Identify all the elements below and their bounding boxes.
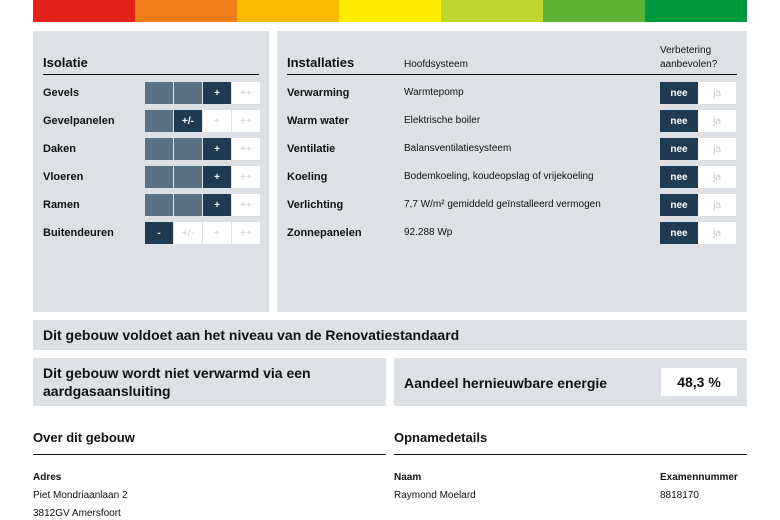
insulation-scale-cell: [174, 194, 202, 216]
inspector-name-label: Naam: [394, 472, 422, 483]
energy-class-bar: [237, 0, 339, 22]
installation-row-label: Ventilatie: [287, 143, 336, 155]
installations-title: Installaties: [287, 55, 355, 70]
renovation-standard-banner: Dit gebouw voldoet aan het niveau van de Renovatiestandaard: [33, 320, 747, 350]
insulation-scale-cell: +: [203, 222, 231, 244]
installation-row-value: Bodemkoeling, koudeopslag of vrijekoeling: [404, 171, 594, 182]
installation-row-value: 92.288 Wp: [404, 227, 453, 238]
improvement-no: nee: [660, 138, 698, 160]
insulation-divider: [43, 74, 259, 75]
inspector-name: Raymond Moelard: [394, 490, 476, 501]
improvement-no: nee: [660, 194, 698, 216]
main-system-header: Hoofdsysteem: [404, 59, 468, 70]
gas-connection-banner: Dit gebouw wordt niet verwarmd via een aardgasaansluiting: [33, 358, 386, 406]
exam-number-label: Examennummer: [660, 472, 738, 483]
improvement-yes: ja: [698, 82, 736, 104]
insulation-row: [43, 138, 259, 160]
installation-row-label: Zonnepanelen: [287, 227, 362, 239]
improvement-header: Verbetering aanbevolen?: [660, 45, 718, 70]
insulation-scale-cell: ++: [232, 110, 260, 132]
insulation-row: [43, 166, 259, 188]
building-section-title: Over dit gebouw: [33, 430, 135, 445]
installation-row: [287, 82, 737, 104]
installation-row: [287, 222, 737, 244]
insulation-scale-cell: [145, 138, 173, 160]
insulation-scale-cell: +: [203, 194, 231, 216]
improvement-no: nee: [660, 222, 698, 244]
installation-row-label: Verlichting: [287, 199, 344, 211]
insulation-row-label: Gevelpanelen: [43, 115, 115, 127]
insulation-scale-cell: ++: [232, 82, 260, 104]
energy-label-strip: [33, 0, 747, 22]
insulation-row-label: Ramen: [43, 199, 80, 211]
inspection-section-title: Opnamedetails: [394, 430, 488, 445]
insulation-scale: [145, 194, 261, 216]
insulation-scale-cell: +: [203, 138, 231, 160]
insulation-row: [43, 222, 259, 244]
improvement-yes: ja: [698, 166, 736, 188]
insulation-row-label: Gevels: [43, 87, 80, 99]
insulation-title: Isolatie: [43, 55, 88, 70]
improvement-toggle: [660, 222, 736, 244]
insulation-scale-cell: ++: [232, 166, 260, 188]
improvement-yes: ja: [698, 222, 736, 244]
address-line-2: 3812GV Amersfoort: [33, 508, 121, 519]
insulation-row: [43, 82, 259, 104]
energy-class-bar: [441, 0, 543, 22]
insulation-scale-cell: [174, 82, 202, 104]
installation-row: [287, 166, 737, 188]
insulation-row: [43, 194, 259, 216]
inspection-section-divider: [394, 454, 747, 455]
exam-number: 8818170: [660, 490, 699, 501]
improvement-toggle: [660, 194, 736, 216]
insulation-scale: [145, 110, 261, 132]
energy-class-bar: [645, 0, 747, 22]
improvement-toggle: [660, 110, 736, 132]
renewable-energy-label: Aandeel hernieuwbare energie: [404, 375, 608, 391]
installation-row-value: Balansventilatiesysteem: [404, 143, 512, 154]
installation-row-value: Warmtepomp: [404, 87, 464, 98]
insulation-row: [43, 110, 259, 132]
insulation-panel: [33, 31, 269, 312]
insulation-row-label: Daken: [43, 143, 77, 155]
improvement-no: nee: [660, 82, 698, 104]
insulation-scale-cell: [145, 110, 173, 132]
installation-row: [287, 194, 737, 216]
renewable-energy-value: 48,3 %: [661, 368, 737, 396]
installation-row-label: Warm water: [287, 115, 349, 127]
improvement-toggle: [660, 166, 736, 188]
insulation-scale-cell: +: [203, 82, 231, 104]
improvement-yes: ja: [698, 110, 736, 132]
address-line-1: Piet Mondriaanlaan 2: [33, 490, 128, 501]
address-label: Adres: [33, 472, 62, 483]
insulation-scale: [145, 222, 261, 244]
insulation-scale-cell: -: [145, 222, 173, 244]
insulation-row-label: Vloeren: [43, 171, 84, 183]
installation-row-value: Elektrische boiler: [404, 115, 481, 126]
improvement-toggle: [660, 138, 736, 160]
insulation-scale-cell: [174, 138, 202, 160]
renewable-energy-banner: [394, 358, 747, 406]
improvement-no: nee: [660, 166, 698, 188]
installations-panel: [277, 31, 747, 312]
installations-divider: [287, 74, 737, 75]
energy-class-bar: [33, 0, 135, 22]
installation-row-value: 7,7 W/m² gemiddeld geïnstalleerd vermogen: [404, 199, 601, 210]
insulation-scale: [145, 138, 261, 160]
energy-class-bar: [339, 0, 441, 22]
energy-class-bar: [543, 0, 645, 22]
installation-row-label: Koeling: [287, 171, 328, 183]
insulation-scale-cell: ++: [232, 194, 260, 216]
insulation-scale-cell: +: [203, 110, 231, 132]
improvement-yes: ja: [698, 194, 736, 216]
insulation-scale-cell: ++: [232, 222, 260, 244]
insulation-scale-cell: [145, 194, 173, 216]
insulation-scale-cell: [174, 166, 202, 188]
building-section-divider: [33, 454, 386, 455]
insulation-scale-cell: ++: [232, 138, 260, 160]
insulation-scale-cell: [145, 82, 173, 104]
insulation-row-label: Buitendeuren: [43, 227, 114, 239]
insulation-scale-cell: [145, 166, 173, 188]
insulation-scale-cell: +/-: [174, 222, 202, 244]
insulation-scale-cell: +: [203, 166, 231, 188]
installation-row: [287, 110, 737, 132]
improvement-yes: ja: [698, 138, 736, 160]
improvement-toggle: [660, 82, 736, 104]
insulation-scale: [145, 82, 261, 104]
installation-row: [287, 138, 737, 160]
insulation-scale: [145, 166, 261, 188]
insulation-scale-cell: +/-: [174, 110, 202, 132]
installation-row-label: Verwarming: [287, 87, 350, 99]
improvement-no: nee: [660, 110, 698, 132]
energy-class-bar: [135, 0, 237, 22]
